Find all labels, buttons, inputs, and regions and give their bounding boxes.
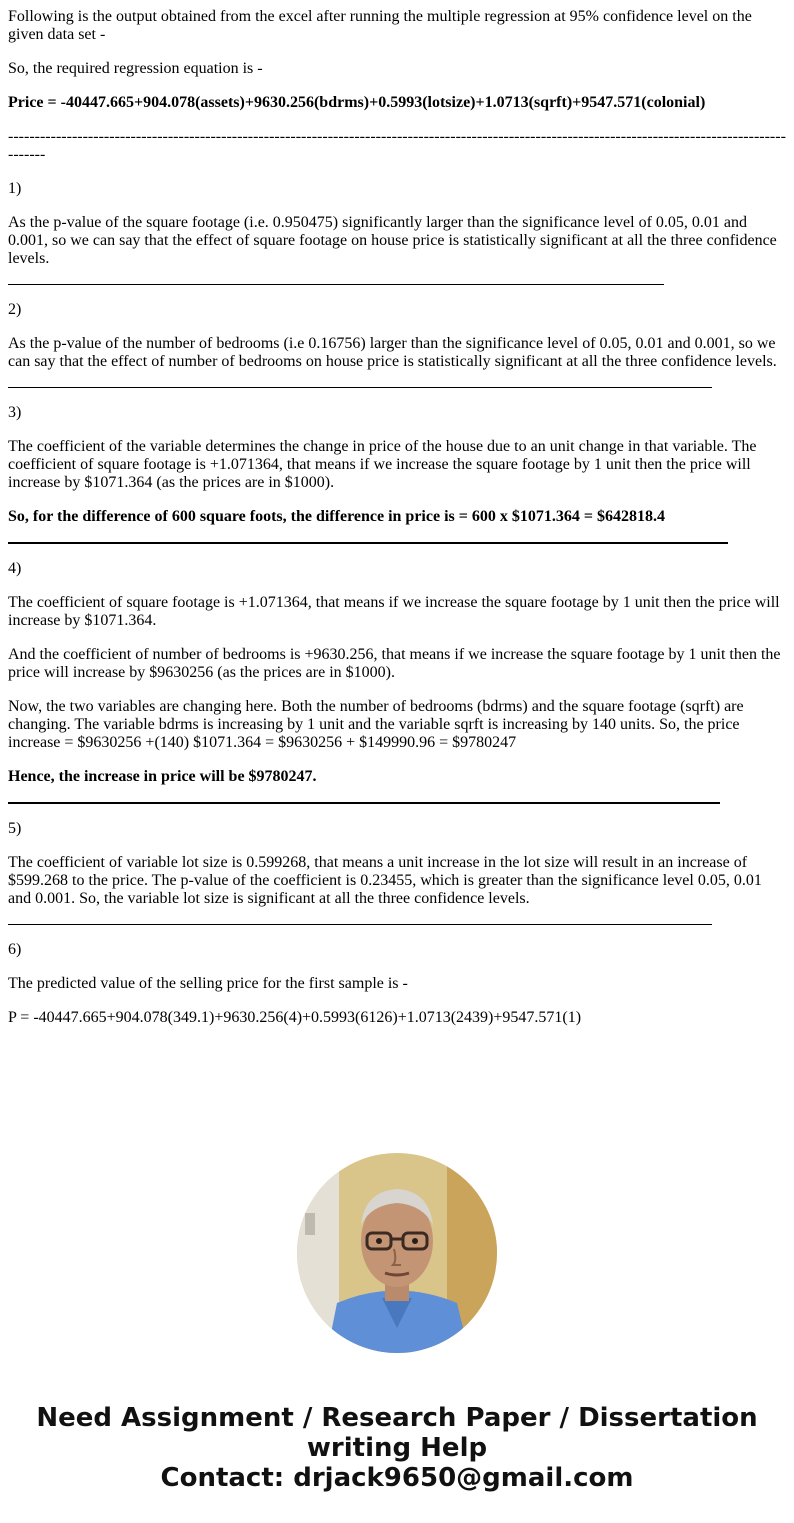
question-4-result-text: Hence, the increase in price will be $9780247. [8, 768, 317, 785]
question-3-result-text: So, for the difference of 600 square foots, the difference in price is = 600 x $1071.364 = $642818.4 [8, 508, 665, 525]
footer-contact-line: Contact: drjack9650@gmail.com [160, 1463, 634, 1493]
question-5-answer: The coefficient of variable lot size is 0.599268, that means a unit increase in the lot size will result in an increase of $599.268 to the price. The p-value of the coefficient is 0.23455, which is greater than the significance level 0.05, 0.01 and 0.001. So, the variable lot size is significant at all the three confidence levels. [8, 854, 762, 907]
intro-paragraph: Following is the output obtained from the excel after running the multiple regression at 95% confidence level on the given data set - [8, 8, 752, 43]
question-2-number: 2) [8, 301, 22, 318]
dashed-separator: --------------------------------------------------------------------------------------------------------------------------------------------------------- [8, 128, 786, 163]
question-6-paragraph-1: The predicted value of the selling price for the first sample is - [8, 975, 408, 992]
question-1-answer: As the p-value of the square footage (i.e. 0.950475) significantly larger than the significance level of 0.05, 0.01 and 0.001, so we can say that the effect of square footage on house price is statistically significant at all the three confidence levels. [8, 214, 777, 267]
divider-rule [8, 802, 720, 804]
footer-line-1: Need Assignment / Research Paper / Dissertation [36, 1403, 758, 1433]
question-3-result [8, 508, 786, 526]
footer-line-2: writing Help [306, 1433, 488, 1463]
question-6-number: 6) [8, 941, 22, 958]
question-4-paragraph-1: The coefficient of square footage is +1.071364, that means if we increase the square footage by 1 unit then the price will increase by $1071.364. [8, 594, 780, 629]
person-portrait-icon [297, 1153, 497, 1353]
question-1-number: 1) [8, 180, 22, 197]
question-5-number: 5) [8, 820, 22, 837]
question-4-result [8, 768, 786, 786]
contact-footer [0, 1403, 794, 1493]
regression-equation-text: Price = -40447.665+904.078(assets)+9630.256(bdrms)+0.5993(lotsize)+1.0713(sqrft)+9547.571(colonial) [8, 94, 706, 111]
question-4-number: 4) [8, 560, 22, 577]
equation-lead: So, the required regression equation is - [8, 60, 263, 77]
divider-rule [8, 387, 712, 388]
question-6-formula: P = -40447.665+904.078(349.1)+9630.256(4)+0.5993(6126)+1.0713(2439)+9547.571(1) [8, 1009, 582, 1026]
question-4-paragraph-3: Now, the two variables are changing here. Both the number of bedrooms (bdrms) and the square footage (sqrft) are changing. The variable bdrms is increasing by 1 unit and the variable sqrft is increasing by 140 units. So, the price increase = $9630256 +(140) $1071.364 = $9630256 + $149990.96 = $9780247 [8, 698, 744, 751]
question-2-answer: As the p-value of the number of bedrooms (i.e 0.16756) larger than the significance level of 0.05, 0.01 and 0.001, so we can say that the effect of number of bedrooms on house price is statistically significant at all the three confidence levels. [8, 335, 777, 370]
question-4-paragraph-2: And the coefficient of number of bedrooms is +9630.256, that means if we increase the square footage by 1 unit then the price will increase by $9630256 (as the prices are in $1000). [8, 646, 781, 681]
regression-equation [8, 94, 786, 112]
question-3-answer: The coefficient of the variable determines the change in price of the house due to an unit change in that variable. The coefficient of square footage is +1.071364, that means if we increase the square footage by 1 unit then the price will increase by $1071.364 (as the prices are in $1000). [8, 438, 757, 491]
divider-rule [8, 924, 712, 925]
question-3-number: 3) [8, 404, 22, 421]
divider-rule [8, 284, 664, 285]
author-avatar [297, 1153, 497, 1353]
divider-rule [8, 542, 728, 544]
